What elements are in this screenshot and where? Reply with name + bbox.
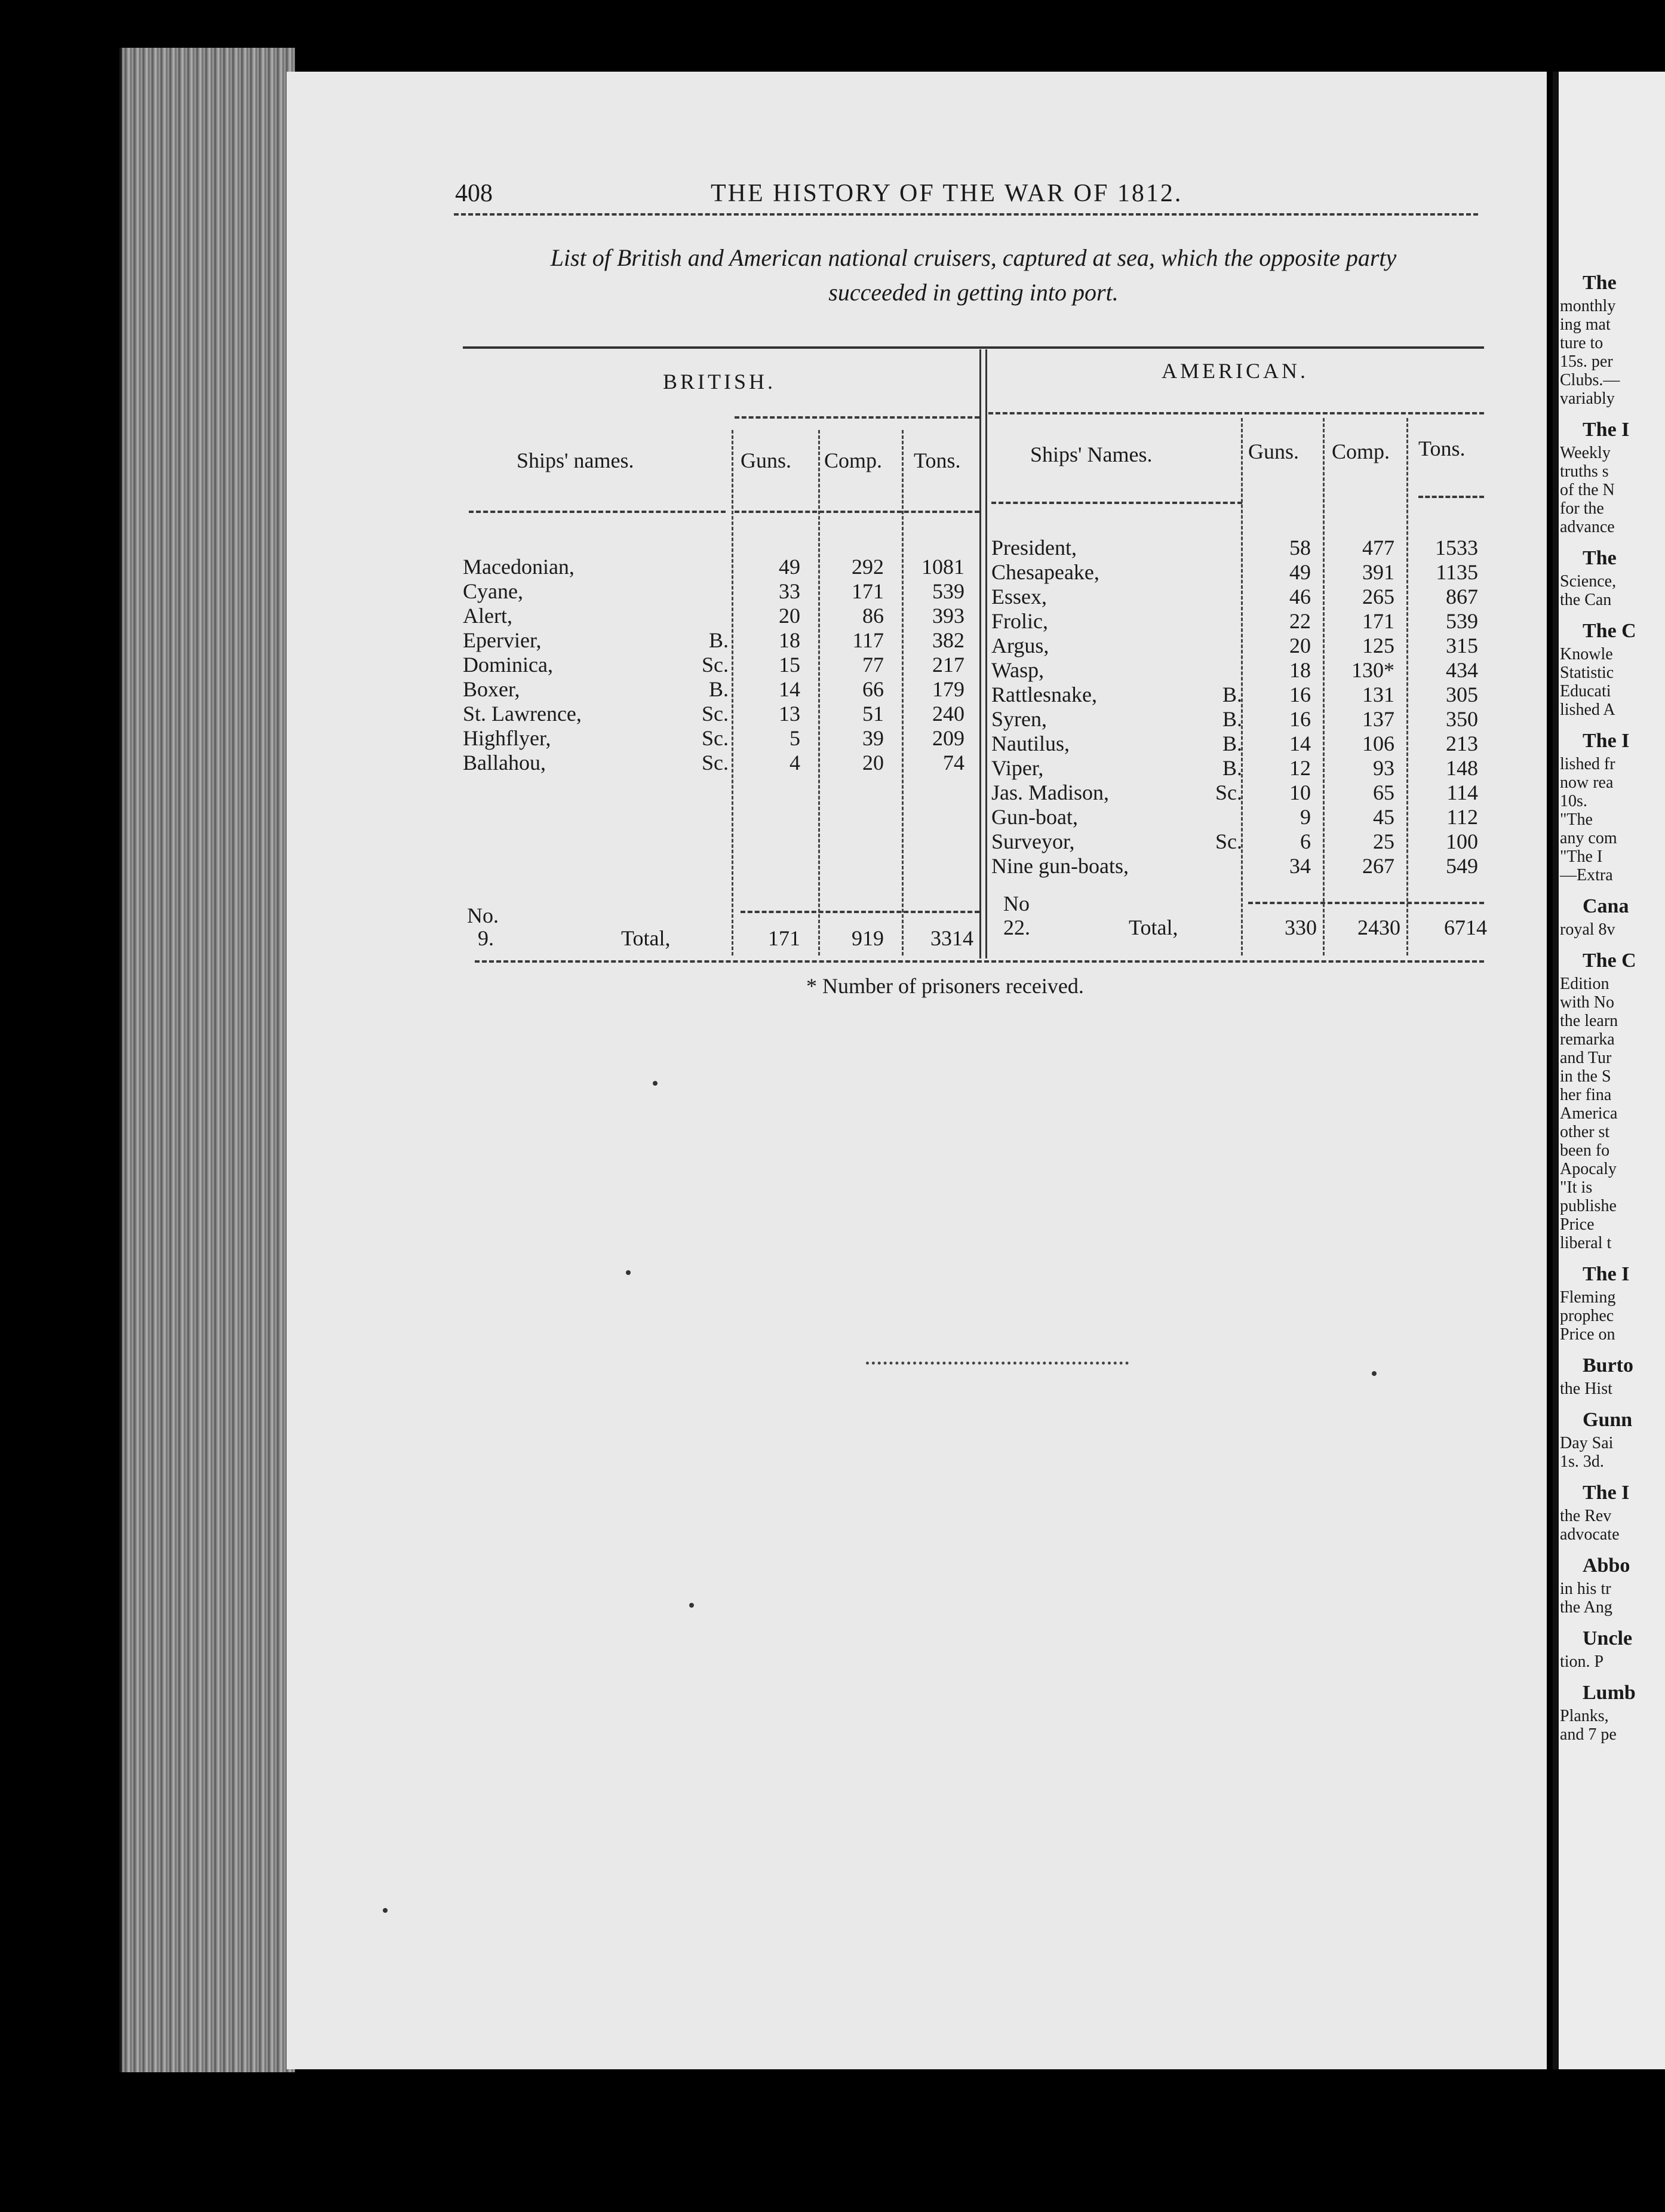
british-ship-tons: 393: [932, 604, 964, 628]
american-ship-guns: 20: [1289, 634, 1311, 658]
right-page-text-fragment: 10s.: [1560, 792, 1587, 810]
right-page-text-fragment: remarka: [1560, 1030, 1615, 1049]
american-ship-tons: 100: [1446, 830, 1478, 853]
british-ship-guns: 18: [779, 628, 800, 652]
right-page-text-fragment: publishe: [1560, 1197, 1617, 1215]
right-page-text-fragment: Science,: [1560, 572, 1617, 591]
american-ship-name: Gun-boat,: [991, 805, 1078, 829]
british-no-label: No.: [467, 904, 499, 927]
british-ship-comp: 117: [852, 628, 884, 652]
american-col-comp: Comp.: [1332, 440, 1390, 463]
american-tons-rule: [1418, 496, 1484, 498]
american-ship-name: Frolic,: [991, 609, 1048, 633]
british-ship-comp: 39: [862, 726, 884, 750]
right-page-text-fragment: lished A: [1560, 701, 1615, 719]
american-ship-comp: 171: [1362, 609, 1394, 633]
british-ship-name: Alert,: [463, 604, 512, 628]
right-page-text-fragment: monthly: [1560, 297, 1616, 315]
british-col-comp: Comp.: [824, 448, 883, 472]
american-ship-comp: 45: [1373, 805, 1394, 829]
british-ship-comp: 20: [862, 751, 884, 775]
right-page-text-fragment: the Can: [1560, 591, 1612, 609]
american-ship-guns: 46: [1289, 585, 1311, 609]
right-page-text-fragment: and 7 pe: [1560, 1725, 1617, 1744]
american-ship-guns: 6: [1300, 830, 1311, 853]
right-page-text-fragment: Weekly: [1560, 444, 1611, 462]
right-page-text-fragment: "The I: [1560, 847, 1603, 866]
right-page-heading-fragment: The C: [1583, 950, 1636, 972]
american-ship-name: Viper,: [991, 756, 1044, 780]
british-ship-guns: 49: [779, 555, 800, 579]
american-ship-comp: 130*: [1351, 658, 1394, 682]
right-page-text-fragment: Knowle: [1560, 645, 1613, 663]
right-page-text-fragment: for the: [1560, 499, 1604, 518]
right-page-text-fragment: in the S: [1560, 1067, 1611, 1086]
center-divider: [979, 349, 981, 958]
british-ship-comp: 77: [862, 653, 884, 677]
american-ship-comp: 93: [1373, 756, 1394, 780]
british-ship-comp: 171: [852, 579, 884, 603]
american-ship-tons: 148: [1446, 756, 1478, 780]
british-ship-tons: 539: [932, 579, 964, 603]
american-ship-guns: 9: [1300, 805, 1311, 829]
british-ship-guns: 33: [779, 579, 800, 603]
american-ship-mark: B.: [1222, 707, 1242, 731]
right-page-text-fragment: royal 8v: [1560, 920, 1615, 939]
american-ship-guns: 14: [1289, 732, 1311, 755]
left-page: [287, 72, 1547, 2069]
british-total-tons: 3314: [930, 926, 973, 950]
american-ship-guns: 58: [1289, 536, 1311, 560]
right-page-heading-fragment: The I: [1583, 1263, 1630, 1285]
table-caption-line-2: succeeded in getting into port.: [828, 279, 1119, 306]
american-ship-name: Syren,: [991, 707, 1047, 731]
right-page-text-fragment: Fleming: [1560, 1288, 1616, 1307]
right-page-heading-fragment: The: [1583, 547, 1617, 569]
british-heading: BRITISH.: [663, 370, 776, 394]
right-page-text-fragment: ing mat: [1560, 315, 1611, 334]
american-ship-tons: 114: [1446, 781, 1478, 804]
table-top-rule: [463, 346, 1484, 349]
right-page-text-fragment: liberal t: [1560, 1234, 1612, 1252]
british-ship-comp: 292: [852, 555, 884, 579]
right-page-heading-fragment: The I: [1583, 1482, 1630, 1504]
british-ship-name: Highflyer,: [463, 726, 551, 750]
american-ship-mark: B.: [1222, 756, 1242, 780]
british-ship-guns: 20: [779, 604, 800, 628]
american-ship-tons: 434: [1446, 658, 1478, 682]
right-page-text-fragment: Edition: [1560, 975, 1609, 993]
right-page-text-fragment: advocate: [1560, 1525, 1620, 1544]
american-ship-name: Essex,: [991, 585, 1047, 609]
right-page-heading-fragment: The C: [1583, 620, 1636, 642]
right-page-text-fragment: Clubs.—: [1560, 371, 1620, 389]
ink-speck: [626, 1270, 631, 1275]
right-page-text-fragment: America: [1560, 1104, 1618, 1123]
british-ship-name: St. Lawrence,: [463, 702, 582, 726]
american-ship-name: Nautilus,: [991, 732, 1070, 755]
american-ship-comp: 391: [1362, 560, 1394, 584]
american-ship-guns: 18: [1289, 658, 1311, 682]
british-ship-guns: 4: [790, 751, 800, 775]
british-ship-tons: 179: [932, 677, 964, 701]
british-ship-mark: Sc.: [702, 653, 729, 677]
british-heading-rule: [735, 416, 979, 419]
right-page-heading-fragment: Gunn: [1583, 1409, 1633, 1431]
ink-speck: [653, 1081, 658, 1086]
british-names-rule: [469, 511, 726, 513]
center-divider-inner: [985, 349, 987, 958]
footnote: * Number of prisoners received.: [806, 974, 1084, 998]
right-page-text-fragment: Apocaly: [1560, 1160, 1617, 1178]
american-ship-comp: 265: [1362, 585, 1394, 609]
american-no-value: 22.: [1003, 915, 1030, 939]
british-ship-comp: 66: [862, 677, 884, 701]
page-number: 408: [455, 180, 493, 207]
american-ship-name: Nine gun-boats,: [991, 854, 1129, 878]
right-page-text-fragment: Price: [1560, 1215, 1595, 1234]
american-ship-comp: 131: [1362, 683, 1394, 706]
american-ship-tons: 350: [1446, 707, 1478, 731]
british-ship-mark: Sc.: [702, 726, 729, 750]
american-ship-comp: 125: [1362, 634, 1394, 658]
header-rule: [454, 213, 1478, 216]
table-caption-line-1: List of British and American national cruisers, captured at sea, which the opposite party: [550, 244, 1397, 271]
right-page-heading-fragment: The: [1583, 272, 1617, 294]
ink-speck: [1372, 1371, 1377, 1376]
right-page-text-fragment: Price on: [1560, 1325, 1615, 1344]
american-ship-comp: 477: [1362, 536, 1394, 560]
american-heading: AMERICAN.: [1162, 359, 1309, 383]
british-ship-mark: Sc.: [702, 702, 729, 726]
right-page-text-fragment: Educati: [1560, 682, 1611, 701]
section-separator: [866, 1362, 1129, 1365]
right-page-text-fragment: her fina: [1560, 1086, 1612, 1104]
american-ship-tons: 315: [1446, 634, 1478, 658]
american-ship-tons: 213: [1446, 732, 1478, 755]
right-page-heading-fragment: Lumb: [1583, 1682, 1636, 1704]
american-total-label: Total,: [1129, 915, 1178, 939]
right-page-fragment: [1553, 72, 1665, 2069]
right-page-text-fragment: 15s. per: [1560, 352, 1613, 371]
british-ship-tons: 209: [932, 726, 964, 750]
american-ship-guns: 10: [1289, 781, 1311, 804]
british-ship-name: Cyane,: [463, 579, 523, 603]
american-ship-mark: Sc.: [1215, 781, 1242, 804]
british-ship-name: Ballahou,: [463, 751, 546, 775]
right-page-text-fragment: any com: [1560, 829, 1617, 847]
british-ship-guns: 14: [779, 677, 800, 701]
british-ship-mark: B.: [708, 628, 729, 652]
right-page-text-fragment: ture to: [1560, 334, 1603, 352]
american-col-tons: Tons.: [1418, 437, 1466, 460]
british-ship-guns: 13: [779, 702, 800, 726]
american-ship-mark: B.: [1222, 732, 1242, 755]
british-ship-name: Macedonian,: [463, 555, 575, 579]
running-head: THE HISTORY OF THE WAR OF 1812.: [711, 180, 1183, 207]
american-ship-tons: 539: [1446, 609, 1478, 633]
american-ship-name: Chesapeake,: [991, 560, 1099, 584]
right-page-text-fragment: in his tr: [1560, 1580, 1611, 1598]
table-bottom-rule: [475, 960, 1484, 963]
right-page-text-fragment: Day Sai: [1560, 1434, 1614, 1452]
right-page-text-fragment: with No: [1560, 993, 1614, 1012]
right-page-text-fragment: the Rev: [1560, 1507, 1612, 1525]
american-ship-comp: 137: [1362, 707, 1394, 731]
american-ship-guns: 12: [1289, 756, 1311, 780]
right-page-text-fragment: Planks,: [1560, 1707, 1609, 1725]
american-ship-name: Surveyor,: [991, 830, 1075, 853]
right-page-text-fragment: truths s: [1560, 462, 1609, 481]
right-page-text-fragment: advance: [1560, 518, 1615, 536]
right-page-text-fragment: the Ang: [1560, 1598, 1612, 1617]
right-page-text-fragment: of the N: [1560, 481, 1615, 499]
american-ship-guns: 22: [1289, 609, 1311, 633]
right-page-text-fragment: now rea: [1560, 773, 1614, 792]
american-total-tons: 6714: [1444, 915, 1487, 939]
british-columns-rule: [735, 511, 979, 513]
american-ship-tons: 867: [1446, 585, 1478, 609]
right-page-text-fragment: 1s. 3d.: [1560, 1452, 1604, 1471]
british-total-guns: 171: [768, 926, 800, 950]
american-ship-tons: 112: [1446, 805, 1478, 829]
american-ship-tons: 1533: [1435, 536, 1478, 560]
right-page-text-fragment: the Hist: [1560, 1380, 1612, 1398]
right-page-text-fragment: —Extra: [1560, 866, 1613, 884]
american-total-comp: 2430: [1357, 915, 1400, 939]
american-ship-guns: 16: [1289, 707, 1311, 731]
american-ship-guns: 16: [1289, 683, 1311, 706]
british-ship-name: Epervier,: [463, 628, 542, 652]
british-total-label: Total,: [621, 926, 671, 950]
american-col-guns: Guns.: [1248, 440, 1300, 463]
right-page-heading-fragment: Cana: [1583, 895, 1629, 917]
right-page-text-fragment: and Tur: [1560, 1049, 1612, 1067]
right-page-heading-fragment: Burto: [1583, 1354, 1633, 1377]
british-col-names: Ships' names.: [517, 448, 634, 472]
british-ship-tons: 1081: [921, 555, 964, 579]
american-names-rule: [991, 502, 1242, 504]
american-heading-rule: [988, 412, 1484, 414]
american-ship-comp: 25: [1373, 830, 1394, 853]
right-page-heading-fragment: Abbo: [1583, 1554, 1630, 1577]
ink-speck: [383, 1908, 388, 1913]
british-total-rule: [741, 911, 979, 913]
american-ship-name: President,: [991, 536, 1077, 560]
british-ship-tons: 240: [932, 702, 964, 726]
right-page-text-fragment: other st: [1560, 1123, 1610, 1141]
right-page-text-fragment: lished fr: [1560, 755, 1615, 773]
american-ship-comp: 65: [1373, 781, 1394, 804]
right-page-heading-fragment: Uncle: [1583, 1627, 1633, 1649]
american-ship-tons: 1135: [1436, 560, 1478, 584]
right-page-text-fragment: prophec: [1560, 1307, 1614, 1325]
right-page-text-fragment: the learn: [1560, 1012, 1618, 1030]
american-ship-guns: 34: [1289, 854, 1311, 878]
british-ship-name: Boxer,: [463, 677, 520, 701]
american-ship-name: Argus,: [991, 634, 1049, 658]
british-ship-mark: B.: [708, 677, 729, 701]
british-ship-comp: 51: [862, 702, 884, 726]
british-ship-name: Dominica,: [463, 653, 553, 677]
british-ship-tons: 217: [932, 653, 964, 677]
right-page-text-fragment: "It is: [1560, 1178, 1593, 1197]
american-ship-name: Jas. Madison,: [991, 781, 1109, 804]
british-no-value: 9.: [478, 926, 494, 950]
american-ship-comp: 106: [1362, 732, 1394, 755]
american-ship-comp: 267: [1362, 854, 1394, 878]
american-ship-tons: 549: [1446, 854, 1478, 878]
right-page-text-fragment: been fo: [1560, 1141, 1610, 1160]
american-ship-tons: 305: [1446, 683, 1478, 706]
right-page-heading-fragment: The I: [1583, 419, 1630, 441]
right-page-text-fragment: tion. P: [1560, 1652, 1604, 1671]
page-edge-stack: [119, 48, 295, 2072]
american-no-label: No: [1003, 892, 1030, 915]
american-ship-mark: B.: [1222, 683, 1242, 706]
british-col-guns: Guns.: [741, 448, 792, 472]
british-col-tons: Tons.: [914, 448, 961, 472]
american-col-names: Ships' Names.: [1030, 443, 1153, 466]
right-page-text-fragment: variably: [1560, 389, 1615, 408]
british-ship-comp: 86: [862, 604, 884, 628]
british-ship-tons: 74: [943, 751, 964, 775]
american-total-guns: 330: [1285, 915, 1317, 939]
british-ship-guns: 15: [779, 653, 800, 677]
british-ship-mark: Sc.: [702, 751, 729, 775]
ink-speck: [689, 1603, 694, 1608]
british-ship-guns: 5: [790, 726, 800, 750]
right-page-text-fragment: Statistic: [1560, 663, 1614, 682]
american-ship-guns: 49: [1289, 560, 1311, 584]
right-page-text-fragment: "The: [1560, 810, 1593, 829]
british-ship-tons: 382: [932, 628, 964, 652]
right-page-heading-fragment: The I: [1583, 730, 1630, 752]
american-total-rule: [1248, 902, 1484, 904]
british-total-comp: 919: [852, 926, 884, 950]
american-ship-name: Wasp,: [991, 658, 1045, 682]
american-ship-mark: Sc.: [1215, 830, 1242, 853]
american-ship-name: Rattlesnake,: [991, 683, 1097, 706]
